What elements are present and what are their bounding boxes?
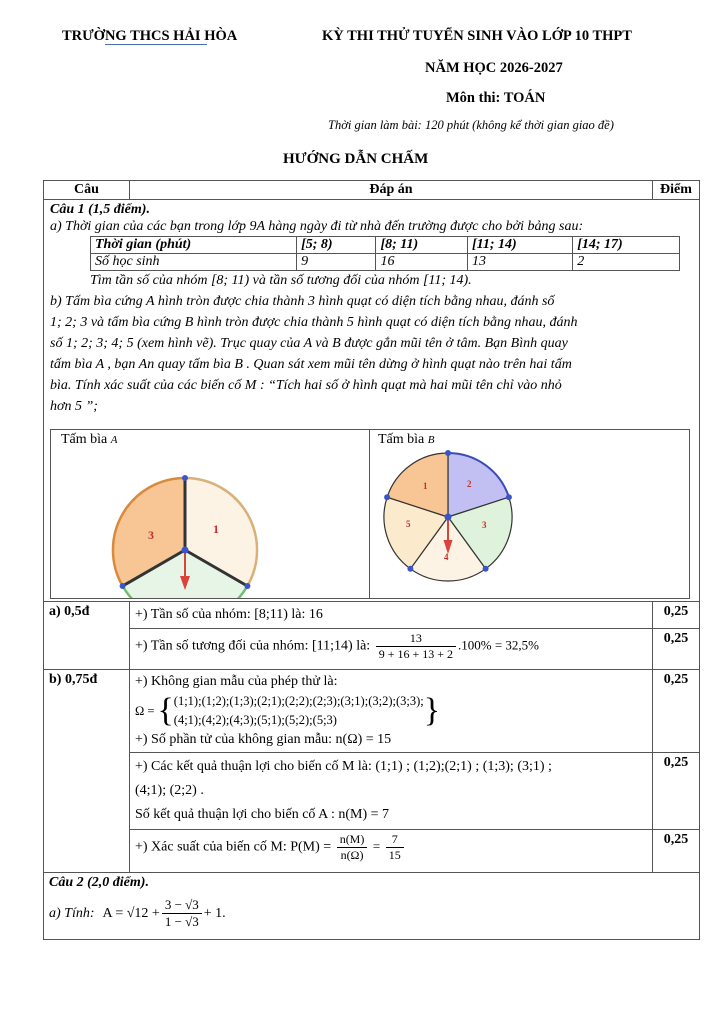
answer-b3-points: 0,25	[653, 830, 700, 873]
board-a-figure	[51, 430, 369, 598]
answer-a2-num: 13	[376, 631, 456, 647]
answer-b2-line-3: Số kết quả thuận lợi cho biến cố A : n(M) = 7	[135, 807, 390, 822]
board-b-num-3: 3	[482, 520, 487, 530]
question-2-title: Câu 2 (2,0 điểm).	[49, 875, 149, 890]
answer-b2-line-1: +) Các kết quả thuận lợi cho biến cố M là: (1;1) ; (1;2);(2;1) ; (1;3); (3;1) ;	[135, 759, 552, 774]
omega-symbol: Ω =	[135, 704, 155, 718]
freq-cell-1: 9	[297, 254, 376, 271]
expr-num: 3 − √3	[162, 897, 202, 914]
grading-table	[43, 180, 700, 940]
answer-b2	[130, 753, 653, 830]
question-1b-line-6: hơn 5 ”;	[50, 399, 98, 414]
board-a-num-3: 3	[148, 528, 154, 542]
freq-header-3: [11; 14)	[467, 237, 572, 254]
board-b-label: Tấm bìa	[378, 432, 425, 447]
duration: Thời gian làm bài: 120 phút (không kể thời gian giao đề)	[328, 118, 614, 132]
sample-space	[135, 692, 647, 730]
question-2a-prefix: a) Tính:	[49, 905, 95, 921]
answer-a2-prefix: +) Tần số tương đối của nhóm: [11;14) là:	[135, 638, 371, 654]
school-underline	[105, 44, 207, 45]
answer-b3-frac2-num: 7	[386, 832, 404, 848]
board-a-panel	[51, 430, 370, 598]
answer-a2-den: 9 + 16 + 13 + 2	[378, 647, 453, 661]
question-1b-line-1: b) Tấm bìa cứng A hình tròn được chia thành 3 hình quạt có diện tích bằng nhau, đánh số	[50, 294, 555, 309]
expr-lead: A = √12 +	[102, 905, 160, 921]
answer-b2-line-2: (4;1); (2;2) .	[135, 783, 204, 798]
right-brace: }	[423, 692, 441, 729]
exam-title: KỲ THI THỬ TUYỂN SINH VÀO LỚP 10 THPT	[322, 28, 632, 44]
board-b-num-4: 4	[444, 552, 449, 562]
answer-a2-points: 0,25	[653, 629, 700, 670]
guide-title: HƯỚNG DẪN CHẤM	[283, 151, 429, 167]
answer-a1: +) Tần số của nhóm: [8;11) là: 16	[130, 602, 653, 629]
freq-row-label: Số học sinh	[91, 254, 297, 271]
answer-a2	[130, 629, 653, 670]
frequency-table	[90, 236, 680, 271]
board-a-var: A	[110, 434, 118, 446]
question-1b-line-2: 1; 2; 3 và tấm bìa cứng B hình tròn được chia thành 5 hình quạt có diện tích bằng nhau, đánh	[50, 315, 578, 330]
freq-cell-3: 13	[467, 254, 572, 271]
freq-header-4: [14; 17)	[573, 237, 680, 254]
question-1-title: Câu 1 (1,5 điểm).	[50, 202, 150, 217]
question-1a-text: a) Thời gian của các bạn trong lớp 9A hàng ngày đi từ nhà đến trường được cho bởi bảng sau:	[50, 219, 584, 234]
freq-header-1: [5; 8)	[297, 237, 376, 254]
board-b-panel	[370, 430, 689, 598]
answer-b2-points: 0,25	[653, 753, 700, 830]
answer-b1	[130, 670, 653, 753]
freq-header-2: [8; 11)	[376, 237, 468, 254]
omega-line-1: (1;1);(1;2);(1;3);(2;1);(2;2);(2;3);(3;1);(3;2);(3;3);	[173, 694, 424, 708]
board-b-figure	[370, 430, 688, 598]
answer-b1-points: 0,25	[653, 670, 700, 753]
answer-b3	[130, 830, 653, 873]
header-points: Điểm	[653, 181, 700, 200]
question-1b-line-4: tấm bìa A , bạn An quay tấm bìa B . Quan sát xem mũi tên dừng ở hình quạt nào trên hai tấm	[50, 357, 572, 372]
board-a-num-1: 1	[213, 522, 219, 536]
board-b-num-2: 2	[467, 479, 472, 489]
question-2a	[49, 897, 694, 930]
equals-sign: =	[372, 838, 381, 854]
header-answer: Đáp án	[130, 181, 653, 200]
question-1b-line-5: bìa. Tính xác suất của các biến cố M : “Tích hai số ở hình quạt mà hai mũi tên chỉ vào nhỏ	[50, 378, 562, 393]
expr-den: 1 − √3	[164, 914, 199, 929]
answer-b-label: b) 0,75đ	[44, 670, 130, 873]
left-brace: {	[157, 692, 174, 729]
answer-b3-frac1-den: n(Ω)	[340, 848, 364, 862]
question-1-block	[44, 200, 700, 602]
board-b-var: B	[427, 434, 435, 446]
header-question: Câu	[44, 181, 130, 200]
omega-line-2: (4;1);(4;2);(4;3);(5;1);(5;2);(5;3)	[173, 713, 337, 727]
question-1b-line-3: số 1; 2; 3; 4; 5 (xem hình vẽ). Trục quay của A và B được gắn mũi tên ở tâm. Bạn Bình quay	[50, 336, 568, 351]
answer-a2-suffix: .100% = 32,5%	[458, 637, 539, 653]
expr-fraction	[162, 897, 202, 930]
answer-a-label: a) 0,5đ	[44, 602, 130, 670]
answer-b3-prefix: +) Xác suất của biến cố M: P(M) =	[135, 839, 332, 855]
answer-b1-count: +) Số phần tử của không gian mẫu: n(Ω) = 15	[135, 732, 392, 747]
school-name: TRƯỜNG THCS HẢI HÒA	[62, 28, 238, 44]
question-2-block	[44, 873, 700, 940]
answer-b3-frac1-num: n(M)	[337, 832, 368, 848]
school-year: NĂM HỌC 2026-2027	[425, 60, 563, 76]
board-b-num-5: 5	[406, 519, 411, 529]
omega-lines	[174, 692, 424, 730]
subject: Môn thi: TOÁN	[446, 90, 546, 106]
freq-cell-2: 16	[376, 254, 468, 271]
answer-b3-frac1	[337, 832, 368, 863]
freq-cell-4: 2	[573, 254, 680, 271]
answer-b3-frac2	[386, 832, 404, 863]
answer-b3-frac2-den: 15	[388, 848, 401, 862]
expr-tail: + 1.	[203, 905, 226, 921]
figure-frame	[50, 429, 690, 599]
answer-a1-points: 0,25	[653, 602, 700, 629]
freq-header-0: Thời gian (phút)	[91, 237, 297, 254]
answer-b1-text: +) Không gian mẫu của phép thử là:	[135, 674, 338, 689]
answer-a2-fraction	[376, 631, 456, 662]
question-1a-task: Tìm tần số của nhóm [8; 11) và tần số tương đối của nhóm [11; 14).	[90, 273, 472, 288]
board-a-label: Tấm bìa	[61, 432, 108, 447]
board-b-num-1: 1	[423, 481, 428, 491]
